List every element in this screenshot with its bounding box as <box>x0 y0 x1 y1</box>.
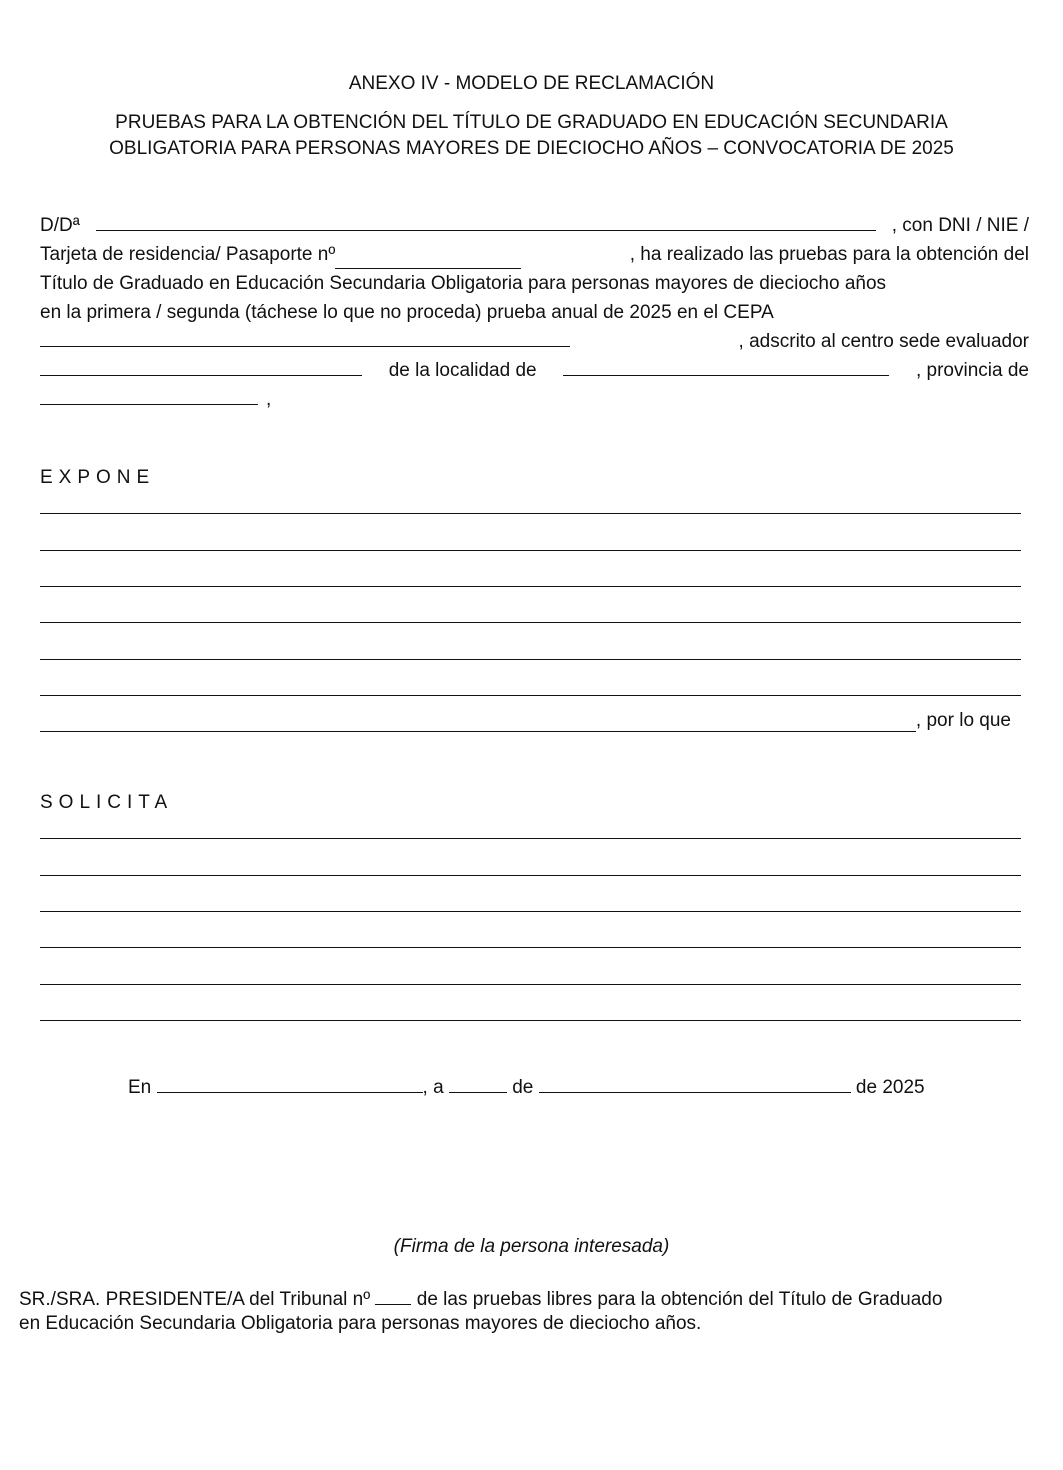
province-label: , provincia de <box>915 360 1029 381</box>
name-label: D/Dª <box>40 215 80 236</box>
city-field[interactable] <box>157 1073 423 1093</box>
expone-line-4[interactable] <box>40 622 1021 623</box>
province-comma: , <box>266 389 272 410</box>
expone-line-6[interactable] <box>40 695 1021 696</box>
subtitle-line-2: OBLIGATORIA PARA PERSONAS MAYORES DE DIECIOCHO AÑOS – CONVOCATORIA DE 2025 <box>109 138 954 159</box>
recipient-block <box>19 1285 1059 1336</box>
evaluator-center-field[interactable] <box>40 356 362 376</box>
subtitle-line-1: PRUEBAS PARA LA OBTENCIÓN DEL TÍTULO DE GRADUADO EN EDUCACIÓN SECUNDARIA <box>115 112 948 133</box>
solicita-line-3[interactable] <box>40 911 1021 912</box>
id-label: , con DNI / NIE / <box>891 215 1029 236</box>
recipient-line-1 <box>19 1285 1059 1312</box>
solicita-line-5[interactable] <box>40 984 1021 985</box>
date-en-label: En <box>128 1077 152 1098</box>
intro-line-7 <box>40 385 1029 414</box>
passport-group <box>40 240 521 269</box>
date-line <box>128 1073 925 1099</box>
date-year-label: de 2025 <box>855 1077 925 1098</box>
recipient-text: de las pruebas libres para la obtención del Título de Graduado <box>416 1289 943 1310</box>
tests-text: , ha realizado las pruebas para la obtención del <box>629 244 1029 265</box>
intro-line-1 <box>40 211 1029 240</box>
month-field[interactable] <box>539 1073 851 1093</box>
annex-title: ANEXO IV - MODELO DE RECLAMACIÓN <box>348 73 715 94</box>
locality-field[interactable] <box>563 356 889 376</box>
document-subtitle <box>0 110 1063 162</box>
province-field[interactable] <box>40 385 258 405</box>
passport-number-field[interactable] <box>335 249 521 269</box>
signature-caption: (Firma de la persona interesada) <box>393 1236 670 1257</box>
solicita-line-1[interactable] <box>40 838 1021 839</box>
expone-line-1[interactable] <box>40 513 1021 514</box>
locality-label: de la localidad de <box>388 360 537 381</box>
assigned-text: , adscrito al centro sede evaluador <box>738 331 1029 352</box>
expone-line-3[interactable] <box>40 586 1021 587</box>
intro-line-6 <box>40 356 1029 385</box>
expone-closing: , por lo que <box>915 710 1011 731</box>
intro-line-3 <box>40 269 1029 298</box>
cepa-field[interactable] <box>40 327 570 347</box>
expone-last-field[interactable] <box>40 712 916 732</box>
intro-paragraph <box>40 211 1029 414</box>
recipient-line-2: en Educación Secundaria Obligatoria para personas mayores de dieciocho años. <box>19 1313 702 1334</box>
solicita-line-2[interactable] <box>40 875 1021 876</box>
title-text: Título de Graduado en Educación Secundaria Obligatoria para personas mayores de dieciocho años <box>40 273 887 294</box>
recipient-label: SR./SRA. PRESIDENTE/A del Tribunal nº <box>19 1289 371 1310</box>
date-de-label: de <box>512 1077 534 1098</box>
test-round-text: en la primera / segunda (táchese lo que no proceda) prueba anual de 2025 en el CEPA <box>40 302 774 323</box>
solicita-line-4[interactable] <box>40 947 1021 948</box>
tribunal-number-field[interactable] <box>375 1285 411 1305</box>
intro-line-2 <box>40 240 1029 269</box>
solicita-heading: SOLICITA <box>40 792 174 813</box>
intro-line-5 <box>40 327 1029 356</box>
solicita-line-6[interactable] <box>40 1020 1021 1021</box>
expone-heading: EXPONE <box>40 467 156 488</box>
expone-line-5[interactable] <box>40 659 1021 660</box>
date-a-label: , a <box>422 1077 444 1098</box>
intro-line-4 <box>40 298 1029 327</box>
passport-label: Tarjeta de residencia/ Pasaporte nº <box>40 244 336 265</box>
expone-line-2[interactable] <box>40 550 1021 551</box>
expone-line-7 <box>40 710 1021 732</box>
day-field[interactable] <box>449 1073 507 1093</box>
name-field[interactable] <box>96 211 876 231</box>
